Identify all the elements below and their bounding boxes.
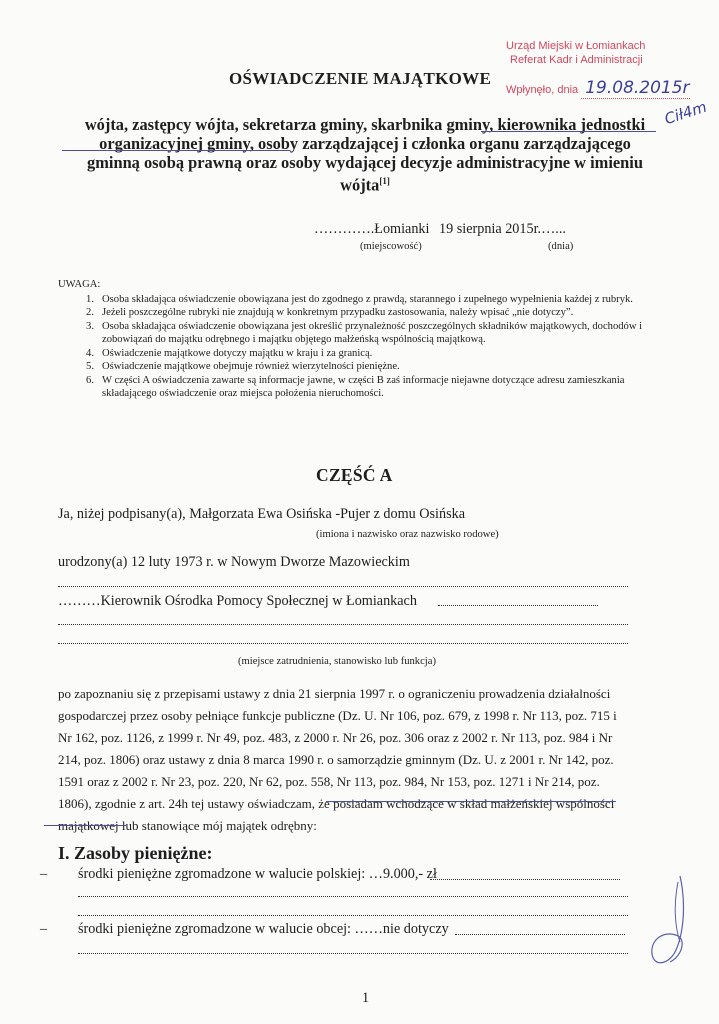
document-subtitle: [40, 115, 690, 194]
place-date-line: ………….Łomianki 19 sierpnia 2015r.…...: [314, 221, 566, 237]
born-value: 12 luty 1973 r. w Nowym Dworze Mazowieckim: [130, 554, 410, 570]
uwaga-item: 3. Osoba składająca oświadczenie obowiązana jest określić przynależność poszczególnych składników majątkowych, dochodów i zobowiązań do majątku odrębnego i majątku objętego małżeńską wspólnością majątkową.: [86, 320, 643, 345]
document-title: OŚWIADCZENIE MAJĄTKOWE: [229, 69, 492, 88]
date-caption: (dnia): [548, 241, 574, 252]
dotted-line: [455, 934, 625, 935]
pln-line: – środki pieniężne zgromadzone w walucie polskiej: …9.000,- zł: [40, 866, 437, 882]
uwaga-item: 6. W części A oświadczenia zawarte są informacje jawne, w części B zaś informacje niejawne dotyczące adresu zamieszkania składającego oświadczenie oraz miejsca położenia nieruchomości.: [86, 374, 625, 399]
dotted-line: [430, 879, 620, 880]
subtitle-line-3: gminną osobą prawną oraz osoby wydającej decyzje administracyjne w imieniu: [87, 153, 643, 172]
place-value: Łomianki: [374, 221, 430, 237]
handwritten-underline: [44, 825, 126, 826]
declarant-line: Ja, niżej podpisany(a), Małgorzata Ewa Osińska -Pujer z domu Osińska: [58, 506, 466, 522]
page-number: 1: [362, 990, 370, 1006]
dotted-line: [438, 605, 598, 606]
uwaga-item: 2. Jeżeli poszczególne rubryki nie znajdują w konkretnym przypadku zastosowania, należy wpisać „nie dotyczy”.: [86, 307, 574, 318]
name-caption: (imiona i nazwisko oraz nazwisko rodowe): [316, 529, 499, 540]
employment-caption: (miejsce zatrudnienia, stanowisko lub funkcja): [238, 656, 436, 667]
subtitle-line-2: organizacyjnej gminy, osoby zarządzającej i członka organu zarządzającego: [99, 134, 631, 153]
dotted-line: [58, 624, 628, 625]
stamp-received-date: 19.08.2015r: [581, 78, 689, 99]
legal-paragraph: po zapoznaniu się z przepisami ustawy z dnia 21 sierpnia 1997 r. o ograniczeniu prowadzenia działalności gospodarczej przez osoby pełniące funkcje publiczne (Dz. U. Nr 106, poz. 679, z 1998 r. Nr 113, poz. 715 i Nr 162, poz. 1126, z 1999 r. Nr 49, poz. 483, z 2000 r. Nr 26, poz. 306 oraz z 2002 r. Nr 113, poz. 984 i Nr 214, poz. 1806) oraz ustawy z dnia 8 marca 1990 r. o samorządzie gminnym (Dz. U. z 2001 r. Nr 142, poz. 1591 oraz z 2002 r. Nr 23, poz. 220, Nr 62, poz. 558, Nr 113, poz. 984, Nr 153, poz. 1271 i Nr 214, poz. 1806), zgodnie z art. 24h tej ustawy oświadczam, że posiadam wchodzące w skład małżeńskiej wspólności majątkowej lub stanowiące mój majątek odrębny:: [58, 686, 617, 833]
date-value: 19 sierpnia 2015r.: [439, 221, 542, 237]
uwaga-item: 1. Osoba składająca oświadczenie obowiązana jest do zgodnego z prawdą, starannego i zupełnego wypełnienia każdej z rubryk.: [86, 293, 633, 305]
employment-line: ………Kierownik Ośrodka Pomocy Społecznej w Łomiankach: [58, 593, 417, 609]
subtitle-line-1: wójta, zastępcy wójta, sekretarza gminy, skarbnika gminy, kierownika jednostki: [84, 115, 646, 134]
dotted-line: [78, 896, 628, 897]
uwaga-heading: UWAGA:: [58, 279, 101, 290]
pln-value: …9.000,- zł: [368, 866, 437, 882]
stamp-received-label: Wpłynęło, dnia: [506, 84, 579, 96]
dotted-line: [58, 586, 628, 587]
part-a-heading: CZĘŚĆ A: [316, 465, 393, 485]
dotted-line: [58, 643, 628, 644]
dotted-line: [78, 953, 628, 954]
bullet: –: [40, 921, 48, 937]
employment-value: Kierownik Ośrodka Pomocy Społecznej w Łomiankach: [100, 593, 417, 609]
section-heading: I. Zasoby pieniężne:: [58, 843, 213, 863]
footnote-marker: [1]: [379, 176, 390, 186]
stamp-department: Referat Kadr i Administracji: [510, 54, 643, 66]
bullet: –: [40, 866, 48, 882]
dotted-line: [78, 915, 628, 916]
subtitle-line-4: wójta[1]: [340, 175, 390, 195]
declarant-name: Małgorzata Ewa Osińska -Pujer z domu Osińska: [189, 506, 466, 522]
stamp-office: Urząd Miejski w Łomiankach: [506, 40, 646, 52]
foreign-line: – środki pieniężne zgromadzone w walucie obcej: ……nie dotyczy: [40, 921, 449, 937]
handwritten-underline: [481, 131, 656, 132]
handwritten-underline: [326, 801, 616, 802]
place-caption: (miejscowość): [360, 241, 422, 252]
foreign-value: ……nie dotyczy: [354, 921, 449, 937]
uwaga-item: 5. Oświadczenie majątkowe obejmuje również wierzytelności pieniężne.: [86, 361, 400, 372]
registry-stamp: [506, 39, 711, 97]
uwaga-section: [58, 278, 650, 401]
uwaga-item: 4. Oświadczenie majątkowe dotyczy majątku w kraju i za granicą.: [86, 347, 373, 359]
handwritten-underline: [62, 150, 290, 151]
signature-mark: [640, 872, 700, 972]
born-line: urodzony(a) 12 luty 1973 r. w Nowym Dworze Mazowieckim: [58, 554, 410, 570]
handwritten-initials: Cił4m: [662, 97, 709, 129]
